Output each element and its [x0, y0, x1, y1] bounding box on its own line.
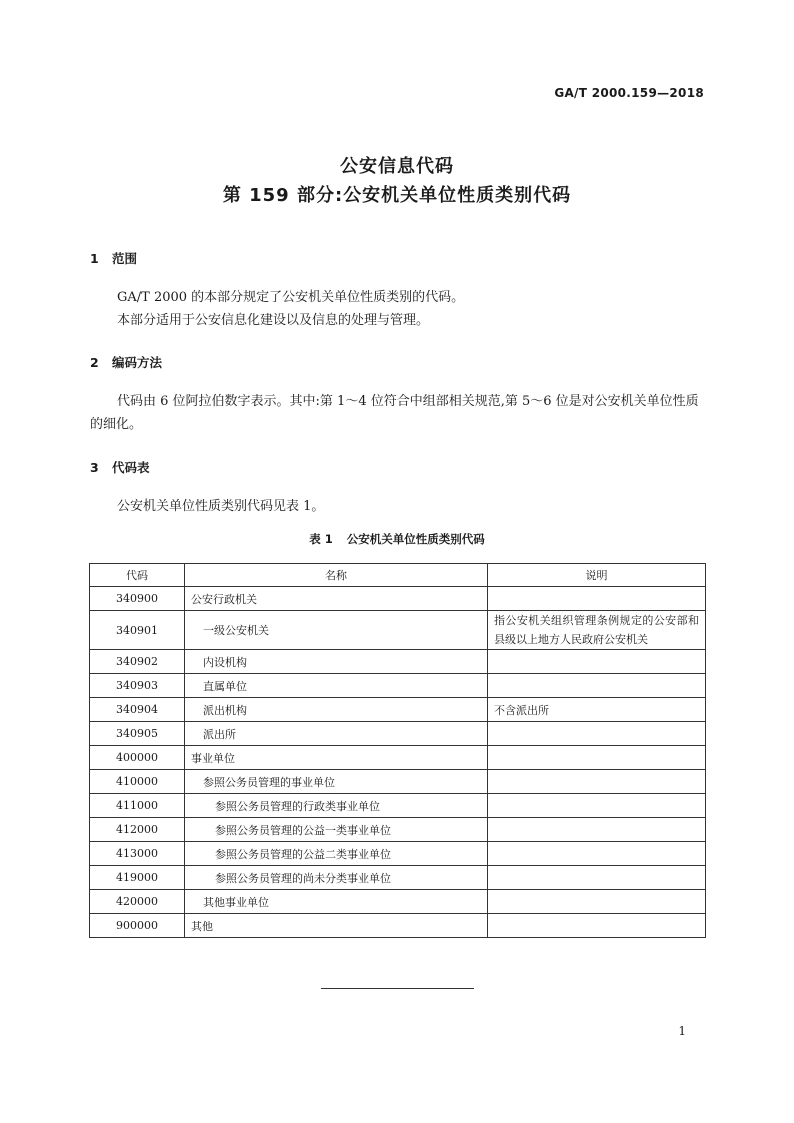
- cell-name: 参照公务员管理的行政类事业单位: [185, 794, 488, 818]
- cell-name: 公安行政机关: [185, 587, 488, 611]
- cell-code: 900000: [90, 914, 185, 938]
- paragraph: GA/T 2000 的本部分规定了公安机关单位性质类别的代码。: [117, 290, 465, 305]
- cell-note: [488, 794, 706, 818]
- cell-note: 不含派出所: [488, 698, 706, 722]
- table-row: [90, 842, 706, 866]
- cell-note: [488, 674, 706, 698]
- end-of-document-rule: [321, 988, 474, 989]
- cell-code: 340903: [90, 674, 185, 698]
- cell-code: 411000: [90, 794, 185, 818]
- section-heading-scope: [90, 249, 137, 267]
- header-code: 代码: [90, 564, 185, 587]
- paragraph: 代码由 6 位阿拉伯数字表示。其中:第 1～4 位符合中组部相关规范,第 5～6 位是对公安机关单位性质的细化。: [90, 394, 699, 432]
- cell-code: 400000: [90, 746, 185, 770]
- table-caption-label: 表 1: [309, 532, 333, 546]
- cell-name: 其他: [185, 914, 488, 938]
- cell-note: [488, 890, 706, 914]
- cell-name: 参照公务员管理的尚未分类事业单位: [185, 866, 488, 890]
- cell-note: [488, 722, 706, 746]
- cell-note: [488, 914, 706, 938]
- cell-name: 参照公务员管理的公益二类事业单位: [185, 842, 488, 866]
- cell-code: 340904: [90, 698, 185, 722]
- table-row: [90, 722, 706, 746]
- section-number: 2: [90, 355, 99, 370]
- table-row: [90, 890, 706, 914]
- cell-note: [488, 842, 706, 866]
- cell-name: 派出所: [185, 722, 488, 746]
- cell-code: 340900: [90, 587, 185, 611]
- cell-code: 410000: [90, 770, 185, 794]
- table-caption-title: 公安机关单位性质类别代码: [346, 532, 485, 546]
- table-row: [90, 794, 706, 818]
- cell-name: 事业单位: [185, 746, 488, 770]
- cell-name: 其他事业单位: [185, 890, 488, 914]
- table-caption: [0, 531, 794, 547]
- document-title: 公安信息代码: [340, 156, 454, 177]
- section-title: 范围: [112, 251, 138, 266]
- table-row: [90, 674, 706, 698]
- cell-name: 一级公安机关: [185, 611, 488, 650]
- table-row: [90, 818, 706, 842]
- cell-code: 340901: [90, 611, 185, 650]
- cell-code: 419000: [90, 866, 185, 890]
- table-row: [90, 698, 706, 722]
- cell-name: 参照公务员管理的事业单位: [185, 770, 488, 794]
- header-note: 说明: [488, 564, 706, 587]
- section-heading-coding-method: [90, 353, 162, 371]
- cell-code: 340902: [90, 650, 185, 674]
- table-row: [90, 914, 706, 938]
- cell-note: [488, 818, 706, 842]
- table-row: [90, 866, 706, 890]
- cell-code: 340905: [90, 722, 185, 746]
- cell-note: [488, 866, 706, 890]
- document-subtitle: 第 159 部分:公安机关单位性质类别代码: [222, 185, 572, 206]
- cell-code: 420000: [90, 890, 185, 914]
- page-number: 1: [678, 1024, 686, 1038]
- section-number: 3: [90, 460, 99, 475]
- table-row: [90, 611, 706, 650]
- cell-note: [488, 587, 706, 611]
- cell-code: 412000: [90, 818, 185, 842]
- cell-name: 直属单位: [185, 674, 488, 698]
- cell-name: 参照公务员管理的公益一类事业单位: [185, 818, 488, 842]
- table-row: [90, 587, 706, 611]
- section-number: 1: [90, 251, 99, 266]
- cell-name: 派出机构: [185, 698, 488, 722]
- cell-code: 413000: [90, 842, 185, 866]
- cell-name: 内设机构: [185, 650, 488, 674]
- code-table: [89, 563, 706, 938]
- table-row: [90, 746, 706, 770]
- section-heading-code-table: [90, 458, 150, 476]
- standard-number: GA/T 2000.159—2018: [554, 86, 704, 100]
- cell-note: [488, 746, 706, 770]
- cell-note: [488, 770, 706, 794]
- paragraph: 公安机关单位性质类别代码见表 1。: [117, 499, 325, 514]
- header-name: 名称: [185, 564, 488, 587]
- paragraph: 本部分适用于公安信息化建设以及信息的处理与管理。: [117, 313, 430, 328]
- section-title: 编码方法: [112, 355, 163, 370]
- table-row: [90, 770, 706, 794]
- section-title: 代码表: [112, 460, 150, 475]
- table-row: [90, 650, 706, 674]
- cell-note: [488, 650, 706, 674]
- cell-note: 指公安机关组织管理条例规定的公安部和县级以上地方人民政府公安机关: [488, 611, 706, 650]
- table-header-row: [90, 564, 706, 587]
